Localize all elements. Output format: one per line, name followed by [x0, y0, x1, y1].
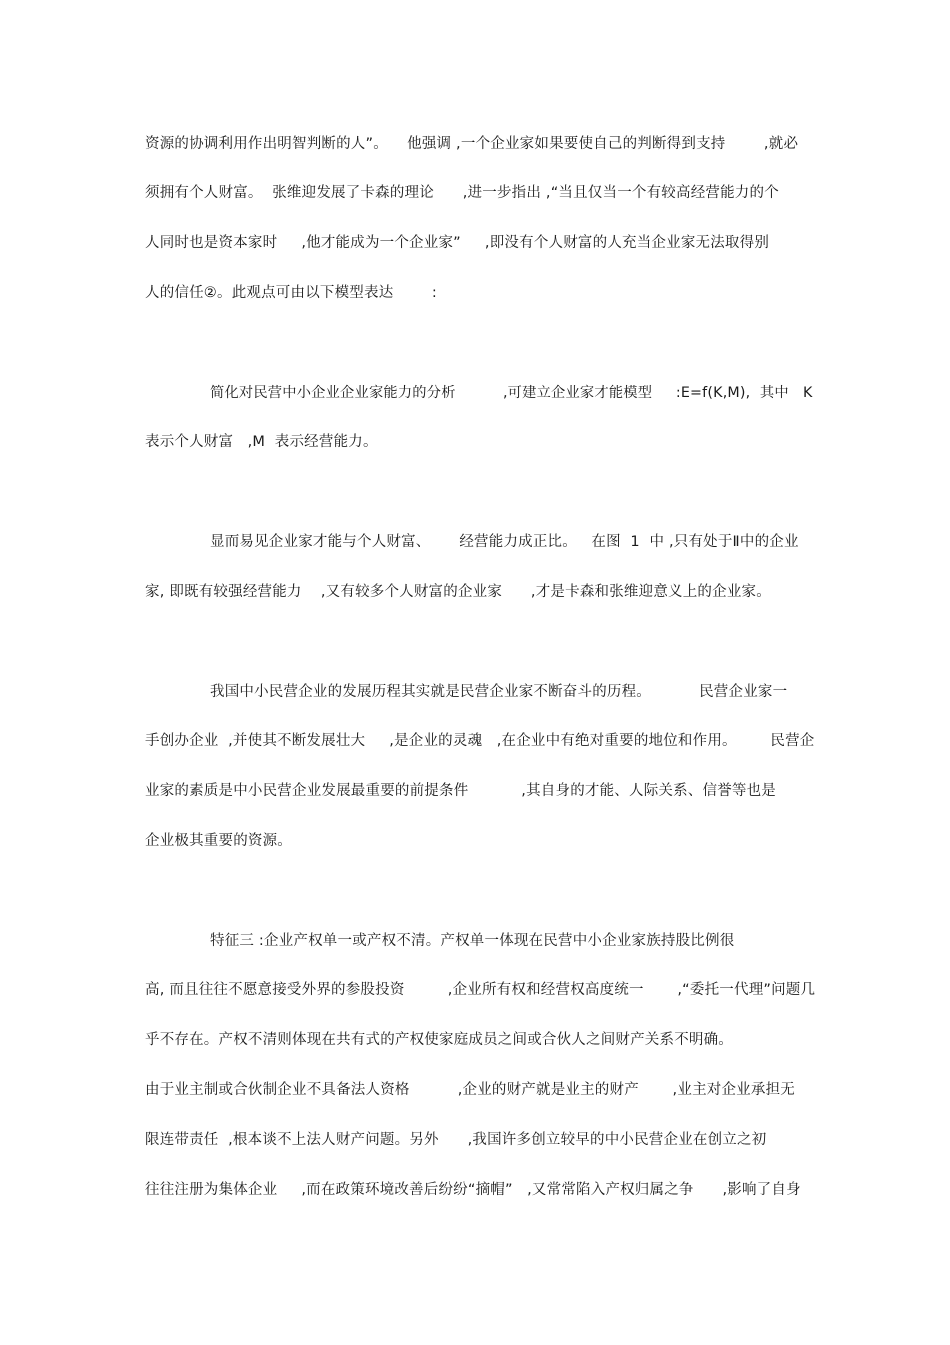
text-line: 家, 即既有较强经营能力 ,又有较多个人财富的企业家 ,才是卡森和张维迎意义上的企业家。	[145, 584, 771, 600]
text-line: 表示个人财富 ,M 表示经营能力。	[145, 434, 378, 450]
text-line: 手创办企业 ,并使其不断发展壮大 ,是企业的灵魂 ,在企业中有绝对重要的地位和作用。 民营企	[145, 733, 815, 749]
text-line: 简化对民营中小企业企业家能力的分析 ,可建立企业家才能模型 :E=f(K,M), 其中 K	[210, 385, 813, 401]
text-line: 高, 而且往往不愿意接受外界的参股投资 ,企业所有权和经营权高度统一 ,“委托一代理”问题几	[145, 982, 816, 998]
text-line: 限连带责任 ,根本谈不上法人财产问题。另外 ,我国许多创立较早的中小民营企业在创立之初	[145, 1132, 767, 1148]
text-line: 特征三 :企业产权单一或产权不清。产权单一体现在民营中小企业家族持股比例很	[210, 933, 735, 949]
text-line: 人的信任②。此观点可由以下模型表达 :	[145, 285, 437, 301]
text-line: 人同时也是资本家时 ,他才能成为一个企业家” ,即没有个人财富的人充当企业家无法取得别	[145, 235, 770, 251]
text-line: 乎不存在。产权不清则体现在共有式的产权使家庭成员之间或合伙人之间财产关系不明确。	[145, 1032, 733, 1048]
text-line: 企业极其重要的资源。	[145, 833, 292, 849]
text-line: 由于业主制或合伙制企业不具备法人资格 ,企业的财产就是业主的财产 ,业主对企业承担无	[145, 1082, 795, 1098]
text-line: 须拥有个人财富。 张维迎发展了卡森的理论 ,进一步指出 ,“当且仅当一个有较高经营能力的个	[145, 185, 779, 201]
text-line: 往往注册为集体企业 ,而在政策环境改善后纷纷“摘帽” ,又常常陷入产权归属之争 ,影响了自身	[145, 1182, 801, 1198]
text-line: 我国中小民营企业的发展历程其实就是民营企业家不断奋斗的历程。 民营企业家一	[210, 684, 788, 700]
text-line: 资源的协调利用作出明智判断的人”。 他强调 ,一个企业家如果要使自己的判断得到支持 ,就必	[145, 136, 799, 152]
text-line: 显而易见企业家才能与个人财富、 经营能力成正比。 在图 1 中 ,只有处于Ⅱ中的企业	[210, 534, 799, 550]
text-line: 业家的素质是中小民营企业发展最重要的前提条件 ,其自身的才能、人际关系、信誉等也是	[145, 783, 777, 799]
